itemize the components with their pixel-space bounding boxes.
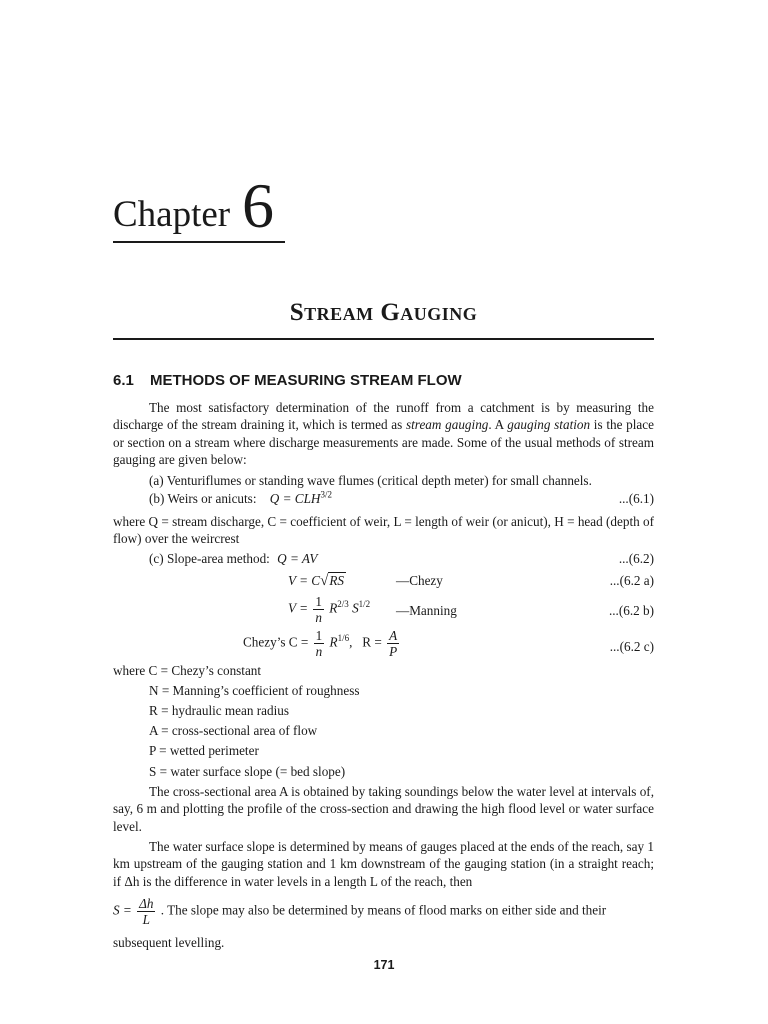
manning-s-exp: 1/2: [358, 599, 371, 610]
chezy-c-denominator: n: [315, 644, 323, 659]
weir-formula-exp: 3/2: [320, 489, 332, 500]
eq-6-2a: ...(6.2 a): [609, 573, 654, 588]
definition-item: A = cross-sectional area of flow: [149, 723, 318, 738]
chapter-word: Chapter: [113, 194, 231, 235]
slope-denominator: L: [142, 912, 150, 927]
slope-paragraph: The water surface slope is determined by means of gauges placed at the ends of the reach, say 1 km upstream of the gauging station and 1 km downstream of the gauging station (in a straight reach; if Δh is the difference in water levels in a length L of the reach, then: [113, 839, 654, 889]
slope-formula-line: [113, 896, 606, 927]
eq-6-2c: ...(6.2 c): [609, 639, 654, 654]
definition-item: N = Manning’s coefficient of roughness: [149, 683, 360, 698]
chezy-c-equation: [243, 628, 401, 659]
method-a: [149, 472, 592, 489]
manning-equation: [288, 594, 370, 625]
hydraulic-radius-denominator: P: [389, 644, 398, 659]
chezy-c-r: R: [329, 634, 338, 650]
term-gauging-station: gauging station: [507, 417, 591, 433]
definition-item: S = water surface slope (= bed slope): [149, 764, 346, 779]
chezy-radicand: RS: [329, 573, 344, 588]
page-number: 171: [373, 958, 395, 972]
chapter-underline: [113, 241, 285, 243]
slope-fraction: [137, 896, 155, 927]
intro-text-1: The most satisfactory determination of the runoff from a catchment is by measuring the discharge of the stream draining it, which is termed as: [113, 400, 654, 433]
manning-r-exp: 2/3: [337, 599, 349, 610]
slope-area-formula: Q = AV: [277, 551, 318, 566]
method-b-text: Weirs or anicuts:: [167, 491, 257, 506]
cross-section-paragraph: The cross-sectional area A is obtained by taking soundings below the water level at intervals of, say, 6 m and plotting the profile of the cross-section and drawing the high flood level or water surface level.: [113, 784, 654, 834]
chezy-c-fraction: [314, 628, 325, 659]
intro-paragraph: [113, 399, 654, 468]
slope-numerator: Δh: [139, 896, 154, 911]
term-stream-gauging: stream gauging: [406, 417, 489, 433]
section-title: METHODS OF MEASURING STREAM FLOW: [150, 372, 462, 389]
section-number: 6.1: [113, 372, 134, 389]
manning-fraction: [313, 594, 324, 625]
definition-item: where C = Chezy’s constant: [113, 663, 262, 678]
chezy-lhs: V = C: [288, 573, 321, 588]
method-a-text: Venturiflumes or standing wave flumes (critical depth meter) for small channels.: [166, 473, 592, 488]
chezy-equation: [288, 572, 346, 590]
manning-s: S: [352, 600, 359, 616]
intro-text-3: is the place or section on a stream where discharge measurements are made. Some of the usual methods of stream gauging are given below:: [113, 417, 654, 467]
final-line: subsequent levelling.: [113, 935, 225, 950]
manning-numerator: 1: [315, 594, 322, 609]
hydraulic-radius-fraction: [387, 628, 399, 659]
weir-formula: [270, 491, 332, 506]
manning-lhs: V =: [288, 600, 309, 616]
manning-r: R: [329, 600, 338, 616]
definition-item: R = hydraulic mean radius: [149, 703, 290, 718]
chezy-c-numerator: 1: [315, 628, 323, 643]
slope-text: . The slope may also be determined by means of flood marks on either side and their: [160, 902, 607, 918]
where-weir: where Q = stream discharge, C = coefficient of weir, L = length of weir (or anicut), H = head (depth of flow) over the weircrest: [113, 514, 654, 547]
slope-lhs: S =: [113, 902, 132, 918]
eq-6-2b: ...(6.2 b): [608, 603, 654, 618]
chapter-number: 6: [242, 170, 274, 241]
method-a-label: (a): [149, 473, 164, 488]
method-c: [149, 550, 317, 567]
manning-denominator: n: [315, 610, 322, 625]
weir-formula-main: Q = CLH: [269, 491, 321, 506]
manning-name: —Manning: [396, 603, 457, 618]
method-b-label: (b): [149, 491, 165, 506]
eq-6-2: ...(6.2): [618, 551, 654, 566]
title-rule: [113, 338, 654, 340]
chapter-title: Stream Gauging: [289, 299, 478, 326]
chezy-c-lhs: Chezy’s C =: [243, 634, 309, 650]
definition-item: P = wetted perimeter: [149, 743, 259, 758]
eq-6-1: ...(6.1): [618, 491, 654, 506]
intro-text-2: . A: [488, 417, 508, 433]
chezy-c-exp: 1/6: [337, 633, 350, 644]
method-c-text: Slope-area method:: [166, 551, 270, 566]
hydraulic-radius-lhs: , R =: [349, 634, 382, 650]
hydraulic-radius-numerator: A: [389, 628, 398, 643]
sqrt-sign: √: [320, 573, 329, 589]
method-c-label: (c): [149, 551, 164, 566]
chezy-name: —Chezy: [396, 573, 443, 588]
method-b: [149, 490, 332, 507]
